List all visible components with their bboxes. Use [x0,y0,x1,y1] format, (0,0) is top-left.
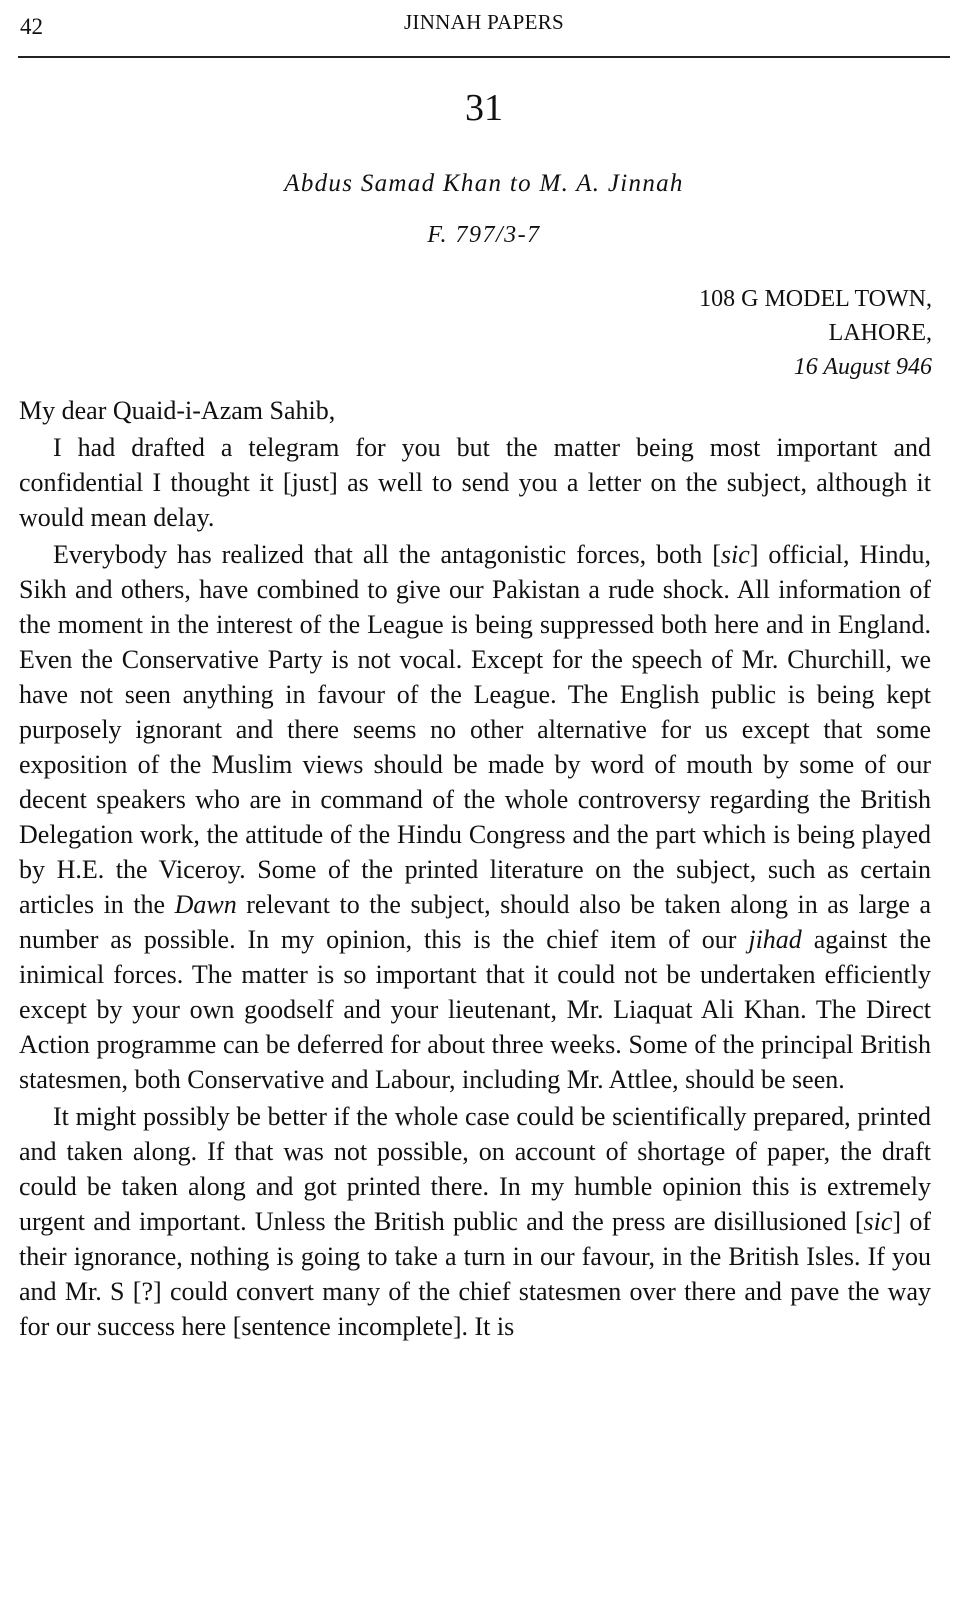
page-number: 42 [20,14,43,39]
letter-body [19,393,931,1344]
paragraph-2-part-a: Everybody has realized that all the antagonistic forces, both [ [53,540,721,569]
document-heading: Abdus Samad Khan to M. A. Jinnah [284,170,684,197]
paragraph-3-part-b: ] of their ignorance, nothing is going to take a turn in our favour, in the British Isles. If you and Mr. S [?] could convert many of the chief statesmen over there and pave the way for our success here [sentence incomplete]. It is [19,1207,931,1341]
address-line-1: 108 G MODEL TOWN, [699,286,932,312]
paragraph-2 [19,537,931,1097]
paragraph-3-part-a: It might possibly be better if the whole case could be scientifically prepared, printed and taken along. If that was not possible, on account of shortage of paper, the draft could be taken along and got printed there. In my humble opinion this is extremely urgent and important. Unless the British public and the press are disillusioned [ [19,1102,931,1236]
sic-note: sic [863,1207,893,1236]
paragraph-2-part-d: against the inimical forces. The matter is so important that it could not be undertaken efficiently except by your own goodself and your lieutenant, Mr. Liaquat Ali Khan. The Direct Action programme can be deferred for about three weeks. Some of the principal British statesmen, both Conservative and Labour, including Mr. Attlee, should be seen. [19,925,931,1094]
paragraph-3 [19,1099,931,1344]
address-line-2: LAHORE, [828,320,932,346]
letter-date: 16 August 946 [793,354,932,380]
dawn-title: Dawn [174,890,237,919]
jihad-term: jihad [748,925,802,954]
running-header [20,6,948,40]
header-rule [18,56,950,58]
paragraph-2-part-c: relevant to the subject, should also be taken along in as large a number as possible. In my opinion, this is the chief item of our [19,890,931,954]
paragraph-2-part-b: ] official, Hindu, Sikh and others, have combined to give our Pakistan a rude shock. All information of the moment in the interest of the League is being suppressed both here and in England. Even the Conservative Party is not vocal. Except for the speech of Mr. Churchill, we have not seen anything in favour of the League. The English public is being kept purposely ignorant and there seems no other alternative for us except that some exposition of the Muslim views should be made by word of mouth by some of our decent speakers who are in command of the whole controversy regarding the British Delegation work, the attitude of the Hindu Congress and the part which is being played by H.E. the Viceroy. Some of the printed literature on the subject, such as certain articles in the [19,540,931,919]
salutation: My dear Quaid-i-Azam Sahib, [19,396,336,425]
sic-note: sic [720,540,750,569]
paragraph-1: I had drafted a telegram for you but the matter being most important and confidential I thought it [just] as well to send you a letter on the subject, although it would mean delay. [19,433,931,532]
running-title: JINNAH PAPERS [403,10,565,34]
document-number: 31 [465,87,503,129]
sender-address [699,282,932,384]
document-reference: F. 797/3-7 [427,222,541,248]
